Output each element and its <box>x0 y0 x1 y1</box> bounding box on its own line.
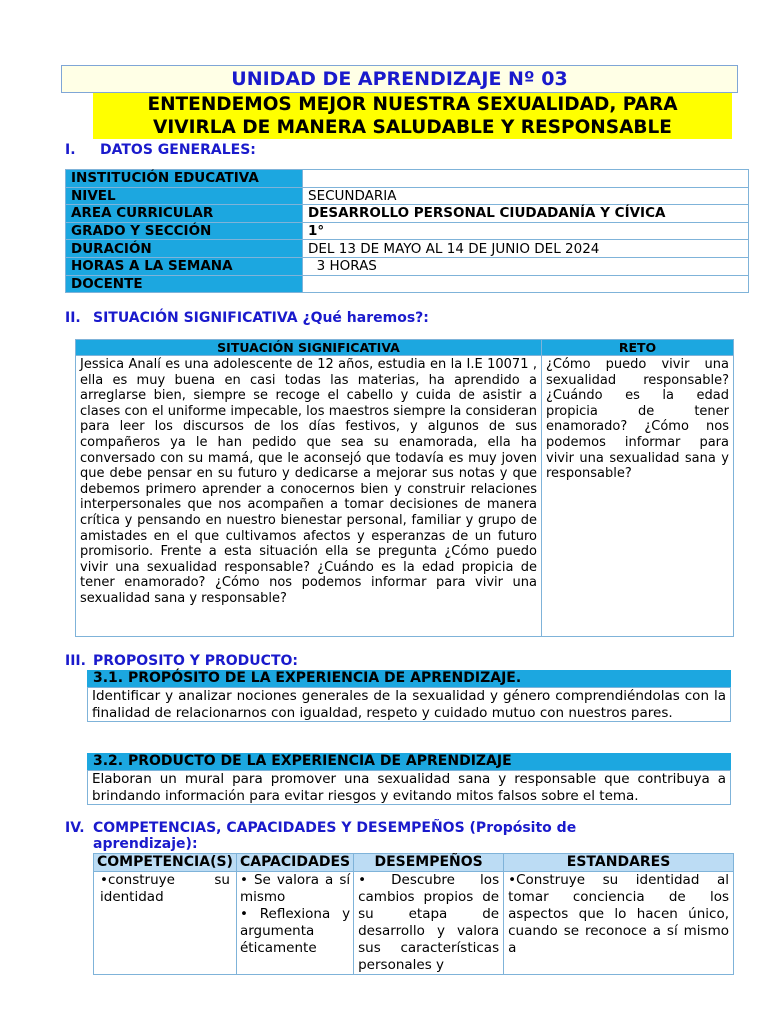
subtitle-line-2: VIVIRLA DE MANERA SALUDABLE Y RESPONSABLE <box>153 117 672 138</box>
section-2-title: SITUACIÓN SIGNIFICATIVA ¿Qué haremos?: <box>93 310 429 326</box>
section-1-number: I. <box>65 142 76 158</box>
section-3-title: PROPOSITO Y PRODUCTO: <box>93 653 298 669</box>
purpose-block <box>87 670 731 722</box>
product-title: 3.2. PRODUCTO DE LA EXPERIENCIA DE APRENDIZAJE <box>87 753 731 770</box>
competencia-cell: •construye su identidad <box>94 872 237 975</box>
table-row <box>66 257 749 275</box>
situation-text: Jessica Analí es una adolescente de 12 años, estudia en la I.E 10071 , ella es muy buena en casi todas las materias, ha aprendido a arreglarse bien, siempre se recoge el cabello y cuida de asistir a clases con el uniforme impecable, los maestros siempre la consideran para leer los discursos de los días festivos, y algunos de sus compañeros ya le han pedido que sea su enamorada, ella ha conversado con su mamá, que le aconsejó que todavía es muy joven que debe pensar en su futuro y dedicarse a mejorar sus notas y que debemos primero aprender a conocernos bien y construir relaciones interpersonales que nos acompañen a tomar decisiones de manera crítica y pensando en nuestro bienestar personal, familiar y grupo de amistades en el que cultivamos afectos y esperanzas de un futuro promisorio. Frente a esta situación ella se pregunta ¿Cómo puedo vivir una sexualidad responsable? ¿Cuándo es la edad propicia de tener enamorado? ¿Cómo nos podemos informar para vivir una sexualidad sana y responsable? <box>76 356 542 637</box>
row-value <box>303 170 749 188</box>
row-value: DEL 13 DE MAYO AL 14 DE JUNIO DEL 2024 <box>303 240 749 258</box>
table-row <box>66 240 749 258</box>
table-row <box>66 187 749 205</box>
estandares-header: ESTANDARES <box>504 854 734 872</box>
row-value: 3 HORAS <box>303 257 749 275</box>
desempenos-header: DESEMPEÑOS <box>354 854 504 872</box>
section-4-number: IV. <box>65 820 85 836</box>
row-value: SECUNDARIA <box>303 187 749 205</box>
section-2-number: II. <box>65 310 81 326</box>
capacidad-1: • Se valora a sí mismo <box>239 872 351 905</box>
row-key: GRADO Y SECCIÓN <box>66 222 303 240</box>
situation-table <box>75 339 734 637</box>
challenge-text: ¿Cómo puedo vivir una sexualidad responsable? ¿Cuándo es la edad propicia de tener enamorado? ¿Cómo nos podemos informar para vivir una sexualidad sana y responsable? <box>542 356 734 637</box>
table-row <box>66 275 749 293</box>
product-text: Elaboran un mural para promover una sexualidad sana y responsable que contribuya a brindando información para evitar riesgos y evitando mitos falsos sobre el tema. <box>87 770 731 805</box>
competencia-header: COMPETENCIA(S) <box>94 854 237 872</box>
section-4-title-line-1: COMPETENCIAS, CAPACIDADES Y DESEMPEÑOS (Propósito de <box>93 820 577 836</box>
capacidades-header: CAPACIDADES <box>236 854 353 872</box>
product-block <box>87 753 731 805</box>
row-key: DOCENTE <box>66 275 303 293</box>
table-row <box>66 170 749 188</box>
section-4-title-line-2: aprendizaje): <box>93 836 198 852</box>
table-row <box>66 205 749 223</box>
row-key: NIVEL <box>66 187 303 205</box>
desempenos-cell: • Descubre los cambios propios de su etapa de desarrollo y valora sus características personales y <box>354 872 504 975</box>
challenge-header: RETO <box>542 340 734 356</box>
row-key: HORAS A LA SEMANA <box>66 257 303 275</box>
unit-title: UNIDAD DE APRENDIZAJE Nº 03 <box>61 65 738 93</box>
unit-subtitle <box>93 93 732 139</box>
capacidad-2: • Reflexiona y argumenta éticamente <box>239 906 351 956</box>
row-value: DESARROLLO PERSONAL CIUDADANÍA Y CÍVICA <box>303 205 749 223</box>
row-value: 1° <box>303 222 749 240</box>
general-data-table <box>65 169 749 293</box>
purpose-text: Identificar y analizar nociones generales de la sexualidad y género comprendiéndolas con la finalidad de relacionarnos con igualdad, respeto y cuidado mutuo con nuestros pares. <box>87 687 731 722</box>
row-value <box>303 275 749 293</box>
row-key: INSTITUCIÓN EDUCATIVA <box>66 170 303 188</box>
capacidades-cell <box>236 872 353 975</box>
purpose-title: 3.1. PROPÓSITO DE LA EXPERIENCIA DE APRENDIZAJE. <box>87 670 731 687</box>
section-1-title: DATOS GENERALES: <box>100 142 256 158</box>
situation-header: SITUACIÓN SIGNIFICATIVA <box>76 340 542 356</box>
estandares-cell: •Construye su identidad al tomar conciencia de los aspectos que lo hacen único, cuando se reconoce a sí mismo a <box>504 872 734 975</box>
row-key: AREA CURRICULAR <box>66 205 303 223</box>
section-3-number: III. <box>65 653 86 669</box>
table-row <box>66 222 749 240</box>
subtitle-line-1: ENTENDEMOS MEJOR NUESTRA SEXUALIDAD, PARA <box>147 94 678 115</box>
row-key: DURACIÓN <box>66 240 303 258</box>
section-4-title <box>93 820 653 852</box>
competencies-table <box>93 853 734 975</box>
